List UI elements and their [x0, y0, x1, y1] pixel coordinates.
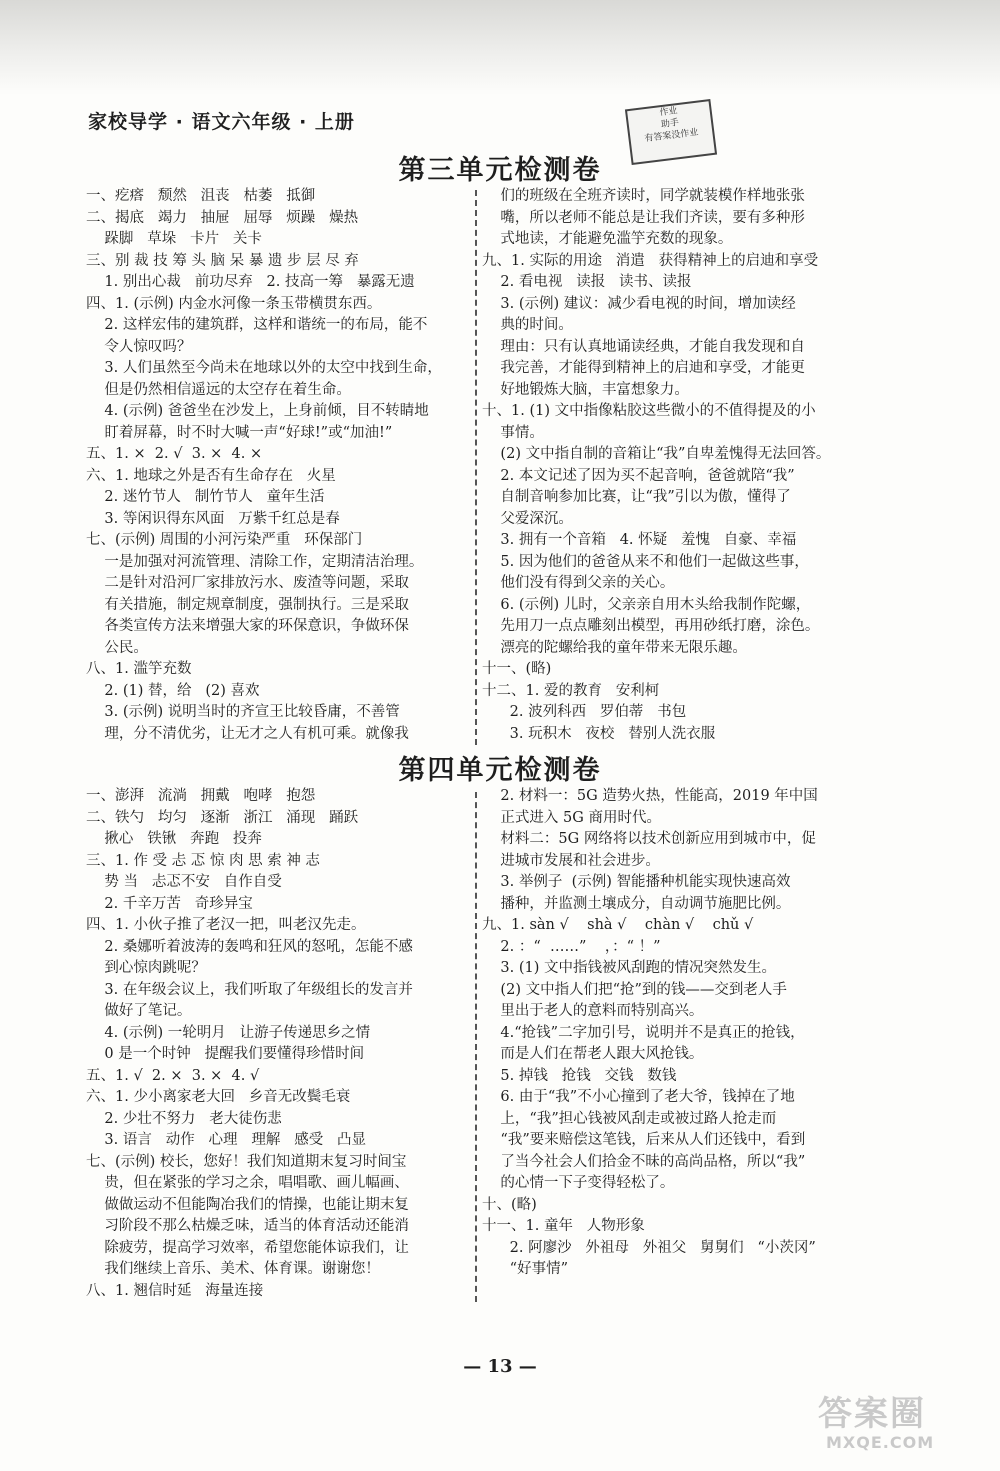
watermark-url: MXQE.COM [826, 1433, 935, 1452]
answer-line: 2. 材料一：5G 造势火热，性能高，2019 年中国 [482, 788, 818, 804]
answer-line: 一是加强对河流管理、清除工作，定期清洁治理。 [86, 553, 424, 570]
answer-line: 式地读，才能避免滥竽充数的现象。 [482, 231, 733, 247]
stamp-line: 有答案没作业 [644, 127, 699, 145]
answer-line: 2. ：“ ……” ，：“ ！” [482, 938, 661, 955]
answer-line: 了当今社会人们拾金不昧的高尚品格，所以“我” [482, 1153, 806, 1170]
answer-line: 2. 这样宏伟的建筑群，这样和谐统一的布局，能不 [86, 317, 428, 333]
answer-line: 6. (示例) 儿时，父亲亲自用木头给我制作陀螺， [482, 596, 811, 613]
answer-line: 但是仍然相信遥远的太空存在着生命。 [86, 381, 351, 398]
answer-line: 九、1. 实际的用途 消遣 获得精神上的启迪和享受 [482, 252, 819, 269]
answer-line: 做好了笔记。 [86, 1003, 192, 1019]
answer-line: 七、(示例) 校长，您好！我们知道期末复习时间宝 [86, 1153, 407, 1170]
answer-line: 到心惊肉跳呢？ [86, 960, 206, 976]
section-3-title: 第三单元检测卷 [398, 155, 602, 186]
section-3-left-column [86, 186, 471, 745]
answer-line: 我们继续上音乐、美术、体育课。谢谢您！ [86, 1261, 380, 1277]
answer-line: 势 当 忐忑不安 自作自受 [86, 874, 282, 890]
answer-line: 一、澎湃 流淌 拥戴 咆哮 抱怨 [86, 788, 316, 804]
answer-line: 3. 语言 动作 心理 理解 感受 凸显 [86, 1132, 367, 1148]
answer-line: 2. 桑娜听着波涛的轰鸣和狂风的怒吼，怎能不感 [86, 938, 413, 955]
scan-top-band [0, 0, 1000, 95]
answer-line: 我完善，才能得到精神上的启迪和享受，才能更 [482, 360, 805, 376]
answer-line: 漂亮的陀螺给我的童年带来无限乐趣。 [482, 639, 747, 656]
answer-line: 理，分不清优劣，让无才之人有机可乘。就像我 [86, 725, 409, 742]
answer-line: 六、1. 地球之外是否有生命存在 火星 [86, 467, 336, 484]
answer-line: 四、1. (示例) 内金水河像一条玉带横贯东西。 [86, 295, 382, 312]
answer-line: 3. 玩积木 夜校 替别人洗衣服 [482, 725, 716, 742]
answer-line: 十、(略) [482, 1196, 537, 1213]
answer-line: 2. 本文记述了因为买不起音响，爸爸就陪“我” [482, 467, 795, 484]
answer-line: 十一、(略) [482, 661, 552, 677]
answer-line: 四、1. 小伙子推了老汉一把，叫老汉先走。 [86, 917, 366, 933]
answer-line: 三、别 裁 技 筹 头 脑 呆 暴 遗 步 层 尽 弃 [86, 252, 359, 269]
answer-line: 二、铁勺 均匀 逐渐 浙江 涌现 踊跃 [86, 809, 359, 826]
answer-line: 3. (示例) 建议：减少看电视的时间，增加读经 [482, 295, 796, 312]
answer-line: “我”要来赔偿这笔钱，后来从人们还钱中，看到 [482, 1132, 806, 1148]
section-3-right-column [482, 186, 887, 745]
answer-line: 二是针对沿河厂家排放污水、废渣等问题，采取 [86, 575, 409, 591]
answer-line: 父爱深沉。 [482, 510, 573, 527]
answer-line: 一、疙瘩 颓然 沮丧 枯萎 抵御 [86, 188, 316, 204]
answer-line: 4. (示例) 爸爸坐在沙发上，上身前倾，目不转睛地 [86, 403, 429, 419]
answer-line: 嘴，所以老师不能总是让我们齐读，要有多种形 [482, 209, 805, 226]
answer-line: 2. (1) 替，给 (2) 喜欢 [86, 682, 260, 699]
answer-line: 3. 等闲识得东风面 万紫千红总是春 [86, 510, 340, 527]
answer-line: 五、1. √ 2. × 3. × 4. √ [86, 1067, 260, 1084]
answer-line: (2) 文中指自制的音箱让“我”自卑羞愧得无法回答。 [482, 446, 831, 462]
answer-line: 跺脚 草垛 卡片 关卡 [86, 231, 262, 247]
answer-line: 里出于老人的意料而特别高兴。 [482, 1003, 704, 1019]
answer-line: 4. (示例) 一轮明月 让游子传递思乡之情 [86, 1024, 371, 1041]
stamp-line: 作业 [659, 106, 679, 119]
answer-line: 6. 由于“我”不小心撞到了老大爷，钱掉在了地 [482, 1089, 795, 1105]
answer-line: 自制音响参加比赛，让“我”引以为傲，懂得了 [482, 489, 791, 505]
answer-line: 2. 看电视 读报 读书、读报 [482, 274, 692, 290]
answer-line: 九、1. sàn √ shà √ chàn √ chǔ √ [482, 917, 754, 933]
answer-line: 材料二：5G 网络将以技术创新应用到城市中，促 [482, 831, 816, 847]
column-divider [475, 792, 477, 1302]
page-number: — 13 — [463, 1356, 537, 1377]
answer-line: 六、1. 少小离家老大回 乡音无改鬓毛衰 [86, 1089, 351, 1105]
answer-line: 3. (1) 文中指钱被风刮跑的情况突然发生。 [482, 960, 777, 976]
answer-line: 3. 举例子 (示例) 智能播种机能实现快速高效 [482, 874, 791, 890]
answer-line: 二、揭底 竭力 抽屉 屈辱 烦躁 燥热 [86, 209, 359, 226]
answer-line: 3. (示例) 说明当时的齐宣王比较昏庸，不善管 [86, 704, 400, 720]
answer-line: 贵，但在紧张的学习之余，唱唱歌、画儿幅画、 [86, 1175, 409, 1191]
answer-line: 理由：只有认真地诵读经典，才能自我发现和自 [482, 338, 805, 355]
answer-line: 令人惊叹吗？ [86, 338, 192, 355]
answer-line: 2. 阿廖沙 外祖母 外祖父 舅舅们 “小茨冈” [482, 1239, 816, 1256]
answer-line: 0 是一个时钟 提醒我们要懂得珍惜时间 [86, 1046, 365, 1062]
answer-line: 十、1. (1) 文中指像粘胶这些微小的不值得提及的小 [482, 403, 816, 419]
answer-line: “好事情” [482, 1261, 568, 1277]
book-header-title: 家校导学 · 语文六年级 · 上册 [88, 111, 355, 133]
answer-line: 3. 在年级会议上，我们听取了年级组长的发言并 [86, 981, 413, 998]
answer-line: 他们没有得到父亲的关心。 [482, 575, 675, 591]
answer-line: 典的时间。 [482, 317, 573, 333]
answer-line: 做做运动不但能陶冶我们的情操，也能让期末复 [86, 1196, 409, 1213]
answer-line: 三、1. 作 受 忐 忑 惊 肉 思 索 神 志 [86, 852, 320, 869]
answer-line: 八、1. 翘信时延 海量连接 [86, 1282, 264, 1299]
answer-line: 们的班级在全班齐读时，同学就装模作样地张张 [482, 188, 805, 204]
answer-line: 好地锻炼大脑，丰富想象力。 [482, 381, 689, 398]
answer-line: 八、1. 滥竽充数 [86, 661, 192, 677]
answer-line: 2. 迷竹节人 制竹节人 童年生活 [86, 489, 325, 505]
answer-line: 1. 别出心裁 前功尽弃 2. 技高一筹 暴露无遗 [86, 274, 415, 290]
answer-line: 进城市发展和社会进步。 [482, 852, 660, 869]
answer-line: 十二、1. 爱的教育 安利柯 [482, 682, 660, 699]
site-watermark [818, 1395, 978, 1461]
answer-line: 七、(示例) 周围的小河污染严重 环保部门 [86, 532, 363, 548]
answer-line: 各类宣传方法来增强大家的环保意识，争做环保 [86, 618, 409, 634]
answer-line: 5. 掉钱 抢钱 交钱 数钱 [482, 1067, 677, 1084]
answer-line: 而是人们在帮老人跟大风抢钱。 [482, 1046, 704, 1062]
answer-line: 除疲劳，提高学习效率，希望您能体谅我们，让 [86, 1239, 409, 1256]
answer-line: 3. 拥有一个音箱 4. 怀疑 羞愧 自豪、幸福 [482, 532, 797, 548]
answer-line: 揪心 铁锹 奔跑 投奔 [86, 831, 262, 847]
answer-line: 盯着屏幕，时不时大喊一声“好球!”或“加油!” [86, 424, 393, 441]
answer-line: (2) 文中指人们把“抢”到的钱——交到老人手 [482, 981, 787, 998]
answer-line: 2. 千辛万苦 奇珍异宝 [86, 895, 253, 912]
answer-line: 事情。 [482, 424, 544, 441]
column-divider [475, 190, 477, 745]
stamp-line: 助手 [660, 118, 680, 131]
answer-line: 的心情一下子变得轻松了。 [482, 1175, 675, 1191]
answer-line: 习阶段不那么枯燥乏味，适当的体育活动还能消 [86, 1218, 409, 1234]
answer-line: 有关措施，制定规章制度，强制执行。三是采取 [86, 596, 409, 613]
section-4-title: 第四单元检测卷 [398, 755, 602, 786]
answer-line: 五、1. × 2. √ 3. × 4. × [86, 446, 263, 462]
answer-line: 上，“我”担心钱被风刮走或被过路人抢走而 [482, 1110, 777, 1127]
answer-line: 十一、1. 童年 人物形象 [482, 1218, 645, 1234]
answer-line: 2. 波列科西 罗伯蒂 书包 [482, 704, 687, 720]
watermark-logo-text: 答案圈 [818, 1394, 926, 1434]
answer-line: 播种，并监测土壤成分，自动调节施肥比例。 [482, 895, 791, 912]
section-4-right-column [482, 786, 887, 1281]
section-4-left-column [86, 786, 471, 1302]
answer-line: 3. 人们虽然至今尚未在地球以外的太空中找到生命， [86, 360, 442, 376]
answer-line: 4.“抢钱”二字加引号，说明并不是真正的抢钱， [482, 1024, 805, 1041]
answer-line: 正式进入 5G 商用时代。 [482, 809, 661, 826]
answer-line: 5. 因为他们的爸爸从来不和他们一起做这些事， [482, 553, 809, 570]
answer-line: 公民。 [86, 639, 148, 656]
answer-line: 2. 少壮不努力 老大徒伤悲 [86, 1110, 282, 1127]
answer-line: 先用刀一点点雕刻出模型，再用砂纸打磨，涂色。 [482, 618, 820, 634]
